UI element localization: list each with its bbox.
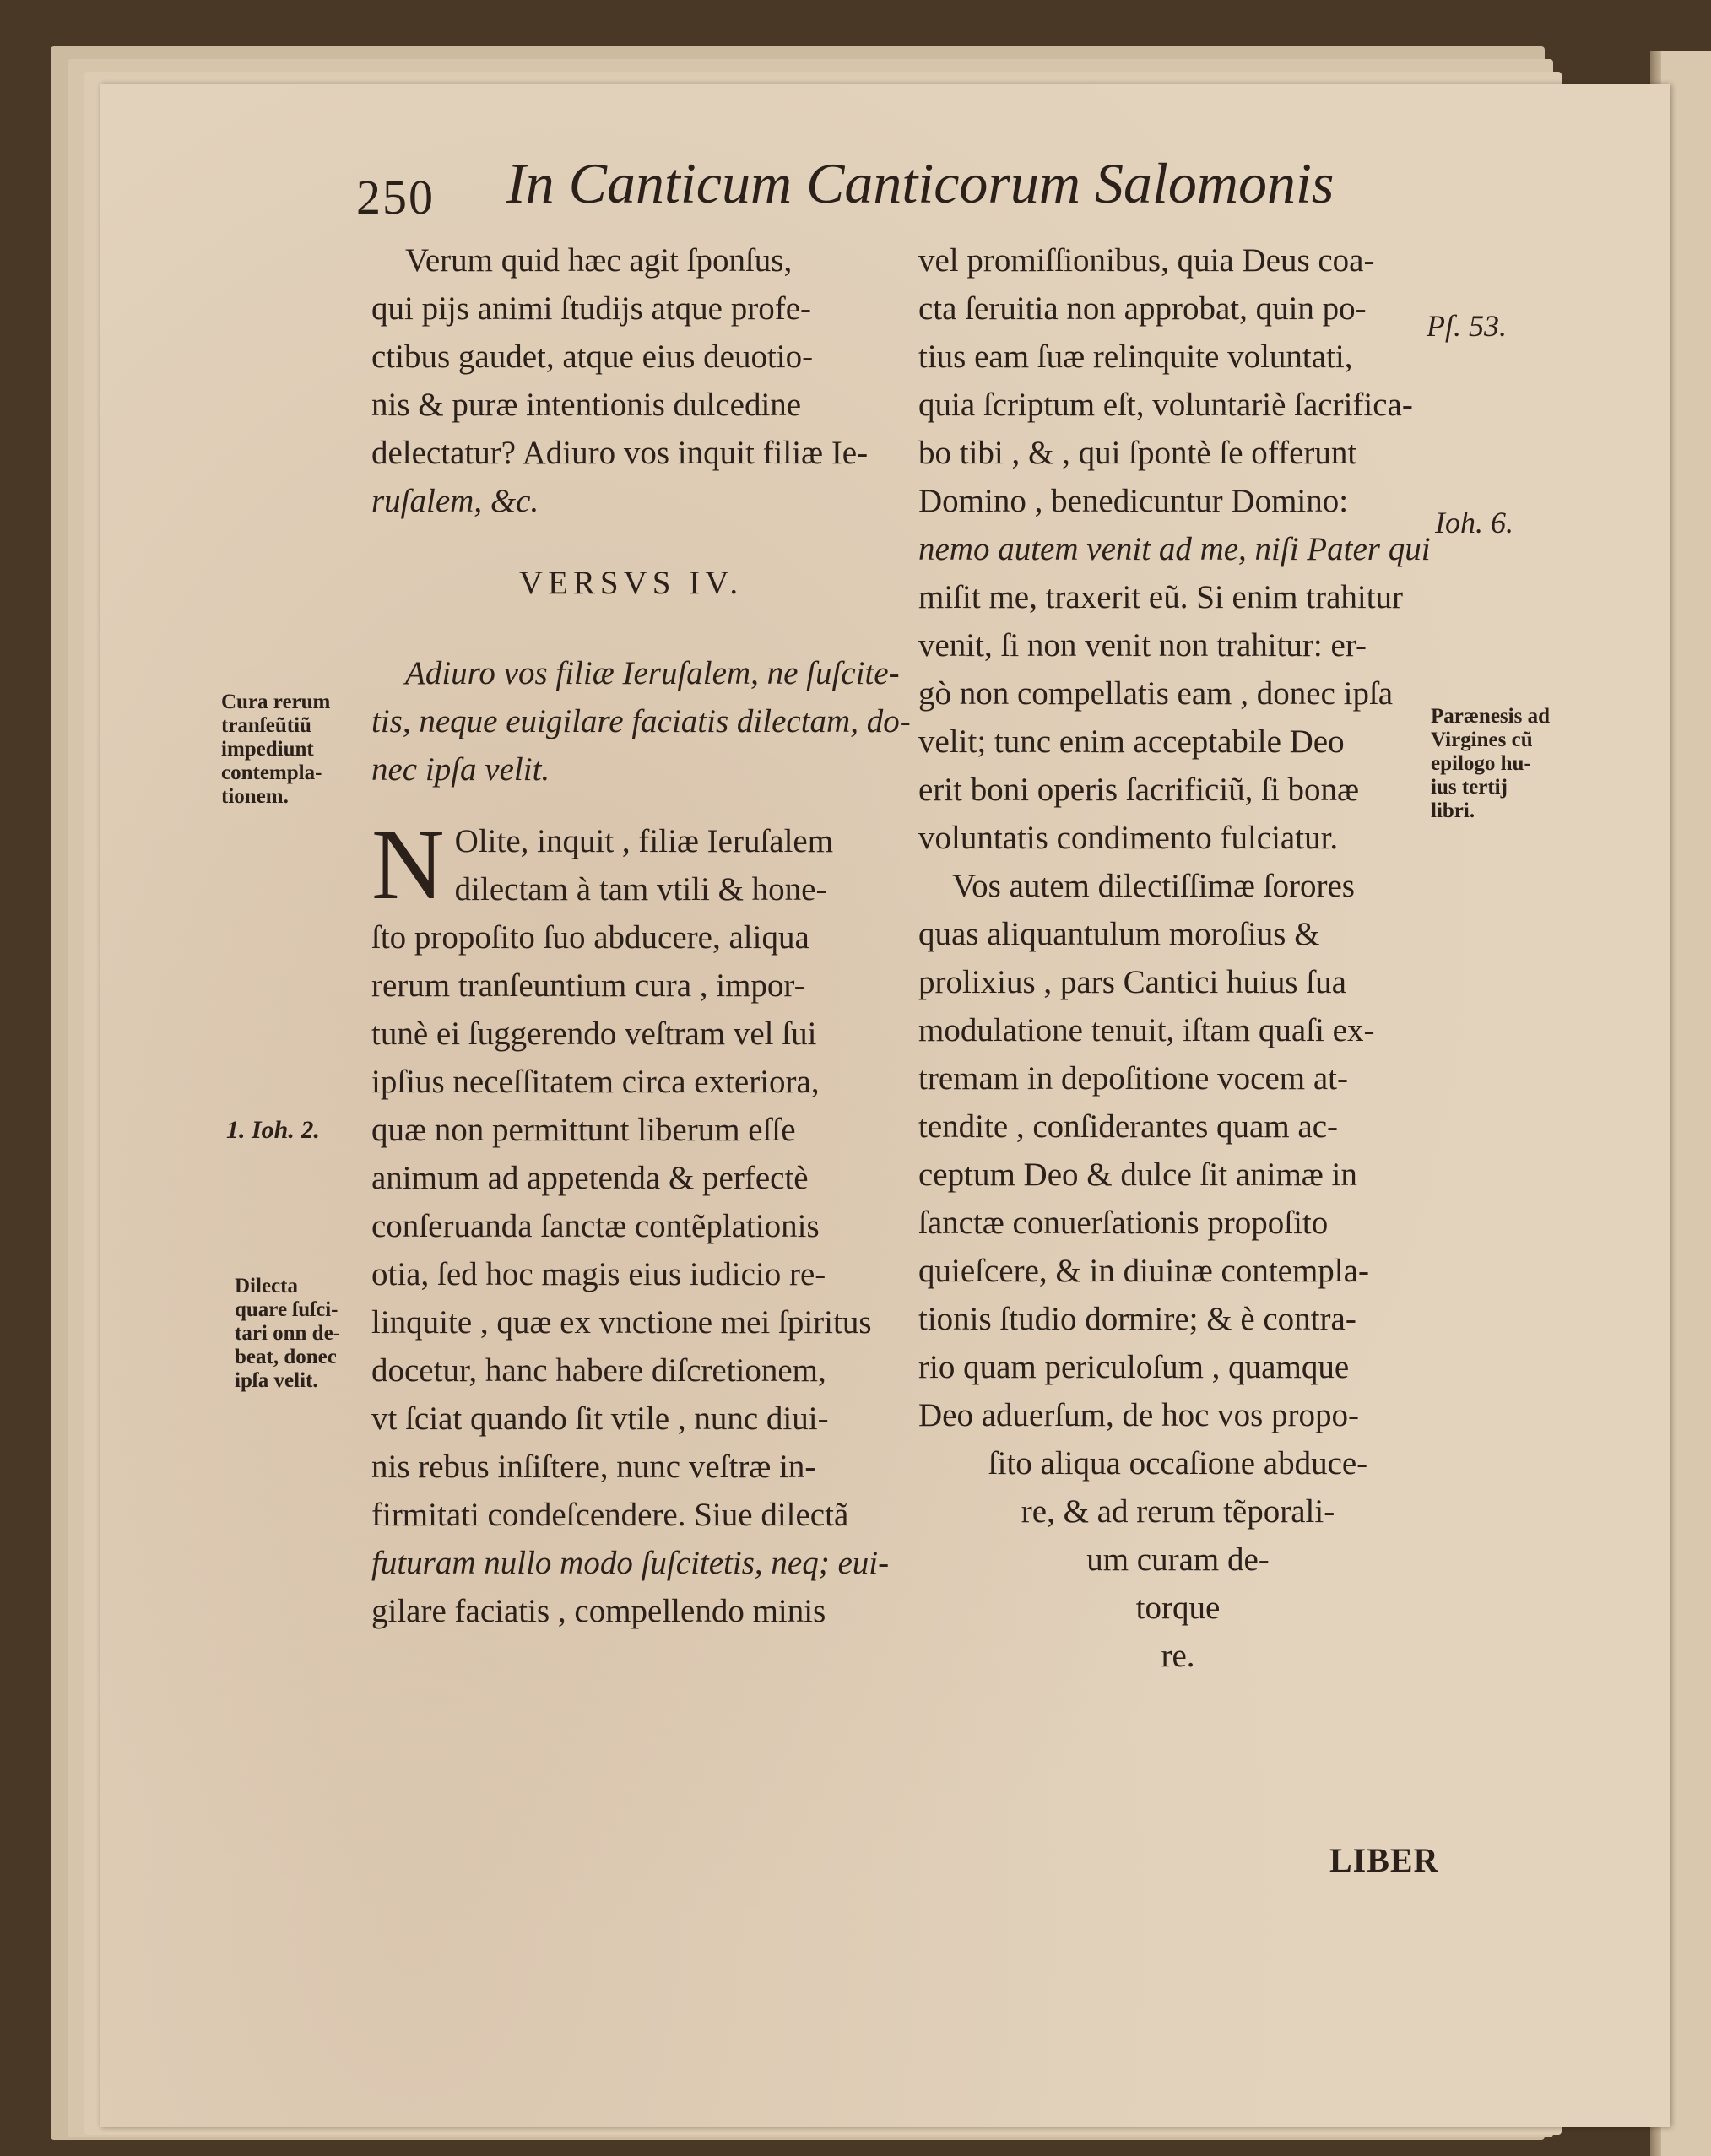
note-line: Parænesis ad	[1431, 705, 1550, 728]
verse-line: tis, neque euigilare faciatis dilectam, do-	[371, 703, 911, 739]
margin-note: Ioh. 6.	[1435, 506, 1513, 539]
text-line: nis & puræ intentionis dulcedine	[371, 387, 802, 423]
text-line: torque	[1135, 1590, 1221, 1626]
text-line: Domino , benedicuntur Domino:	[918, 483, 1349, 519]
text-line: re.	[1161, 1638, 1195, 1674]
text-line: gò non compellatis eam , donec ipſa	[918, 675, 1394, 712]
text-line: re, & ad rerum tẽporali-	[1021, 1493, 1335, 1530]
verse-line: Adiuro vos filiæ Ieruſalem, ne ſuſcite-	[405, 655, 900, 691]
note-line: Cura rerum	[221, 691, 331, 713]
note-line: tari onn de-	[235, 1322, 340, 1345]
text-line: vel promiſſionibus, quia Deus coa-	[918, 242, 1375, 279]
note-line: epilogo hu-	[1431, 752, 1531, 775]
right-column	[918, 236, 1438, 1680]
text-line: delectatur? Adiuro vos inquit filiæ Ie-	[371, 435, 869, 471]
text-line: ſanctæ conuerſationis propoſito	[918, 1205, 1329, 1241]
text-line: Vos autem dilectiſſimæ ſorores	[952, 868, 1355, 904]
text-line: quieſcere, & in diuinæ contempla-	[918, 1253, 1369, 1289]
text-line: linquite , quæ ex vnctione mei ſpiritus	[371, 1304, 872, 1341]
text-line: bo tibi , & , qui ſpontè ſe offerunt	[918, 435, 1357, 471]
text-line: venit, ſi non venit non trahitur: er-	[918, 627, 1367, 664]
note-line: tranſeũtiũ	[221, 714, 311, 737]
text-line: tendite , conſiderantes quam ac-	[918, 1108, 1339, 1145]
text-line: miſit me, traxerit eũ. Si enim trahitur	[918, 579, 1404, 615]
catchword: LIBER	[1329, 1841, 1439, 1879]
margin-note	[1431, 705, 1550, 823]
text-line: conſeruanda ſanctæ contẽplationis	[371, 1208, 820, 1244]
margin-note	[235, 1275, 340, 1393]
text-line: otia, ſed hoc magis eius iudicio re-	[371, 1256, 826, 1292]
note-line: tionem.	[221, 785, 289, 808]
text-line: rerum tranſeuntium cura , impor-	[371, 967, 805, 1004]
left-column	[371, 236, 911, 1635]
text-line: Verum quid hæc agit ſponſus,	[405, 242, 793, 279]
text-line: nis rebus inſiſtere, nunc veſtræ in-	[371, 1449, 816, 1485]
section-heading: VERSVS IV.	[518, 565, 744, 601]
margin-note: Pſ. 53.	[1427, 309, 1507, 343]
note-line: quare ſuſci-	[235, 1298, 338, 1321]
text-line: quas aliquantulum moroſius &	[918, 916, 1320, 952]
note-line: beat, donec	[235, 1346, 337, 1368]
margin-note: 1. Ioh. 2.	[226, 1116, 320, 1144]
page-number: 250	[356, 170, 435, 225]
text-line: rio quam periculoſum , quamque	[918, 1349, 1350, 1385]
text-line: dilectam à tam vtili & hone-	[454, 871, 827, 907]
text-line: ceptum Deo & dulce ſit animæ in	[918, 1157, 1357, 1193]
text-line: tius eam ſuæ relinquite voluntati,	[918, 339, 1353, 375]
text-line: tionis ſtudio dormire; & è contra-	[918, 1301, 1356, 1337]
text-line: ſito aliqua occaſione abduce-	[988, 1445, 1368, 1482]
text-line: firmitati condeſcendere. Siue dilectã	[371, 1497, 849, 1533]
note-line: contempla-	[221, 761, 322, 784]
text-line: erit boni operis ſacrificiũ, ſi bonæ	[918, 772, 1360, 808]
text-line: qui pijs animi ſtudijs atque profe-	[371, 290, 811, 327]
note-line: ius tertij	[1431, 776, 1508, 799]
note-line: impediunt	[221, 738, 314, 761]
text-line: Deo aduerſum, de hoc vos propo-	[918, 1397, 1360, 1433]
text-line: ſto propoſito ſuo abducere, aliqua	[371, 919, 809, 956]
note-line: ipſa velit.	[235, 1369, 318, 1392]
text-line: quæ non permittunt liberum eſſe	[371, 1112, 796, 1148]
text-line: voluntatis condimento fulciatur.	[918, 820, 1339, 856]
text-line: modulatione tenuit, iſtam quaſi ex-	[918, 1012, 1375, 1048]
note-line: Dilecta	[235, 1275, 298, 1297]
text-line: cta ſeruitia non approbat, quin po-	[918, 290, 1367, 327]
text-line: quia ſcriptum eſt, voluntariè ſacrifica-	[918, 387, 1413, 423]
text-line: futuram nullo modo ſuſcitetis, neq; eui-	[371, 1545, 890, 1581]
running-title: In Canticum Canticorum Salomonis	[506, 151, 1335, 215]
text-line: ctibus gaudet, atque eius deuotio-	[371, 339, 814, 375]
text-line: nemo autem venit ad me, niſi Pater qui	[918, 531, 1431, 567]
verse-line: nec ipſa velit.	[371, 751, 550, 788]
note-line: Virgines cũ	[1431, 729, 1533, 751]
text-line: Olite, inquit , filiæ Ieruſalem	[454, 823, 834, 859]
text-line: animum ad appetenda & perfectè	[371, 1160, 809, 1196]
text-line: um curam de-	[1086, 1541, 1270, 1578]
text-line: ruſalem, &c.	[371, 483, 539, 519]
note-line: libri.	[1431, 799, 1475, 822]
text-line: velit; tunc enim acceptabile Deo	[918, 723, 1345, 760]
text-line: vt ſciat quando ſit vtile , nunc diui-	[371, 1400, 829, 1437]
text-line: docetur, hanc habere diſcretionem,	[371, 1352, 826, 1389]
text-line: tunè ei ſuggerendo veſtram vel ſui	[371, 1016, 817, 1052]
text-line: tremam in depoſitione vocem at-	[918, 1060, 1348, 1097]
text-line: prolixius , pars Cantici huius ſua	[918, 964, 1346, 1000]
text-line: ipſius neceſſitatem circa exteriora,	[371, 1064, 820, 1100]
text-line: gilare faciatis , compellendo minis	[371, 1593, 826, 1629]
drop-cap: N	[371, 808, 445, 920]
margin-note	[221, 691, 330, 809]
